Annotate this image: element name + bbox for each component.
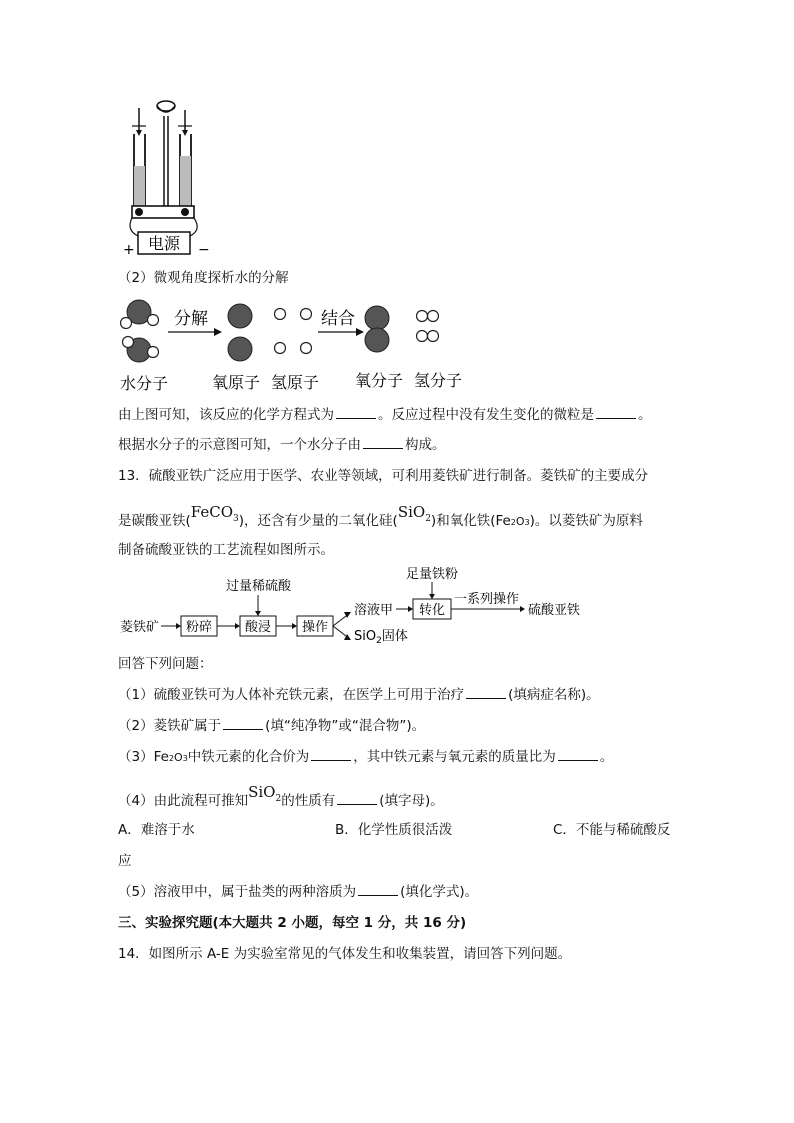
q12-2-title: （2）微观角度探析水的分解 [118,270,289,286]
section-3-heading: 三、实验探究题(本大题共 2 小题，每空 1 分，共 16 分) [118,915,467,931]
answer-blank[interactable] [363,436,403,449]
answer-blank[interactable] [337,792,377,805]
answer-blank[interactable] [466,686,506,699]
flow-acid-leach: 酸浸 [244,620,272,635]
option-c[interactable]: C．不能与稀硫酸反 [553,822,671,838]
sub-question-2: （2）菱铁矿属于 (填“纯净物”或“混合物”)。 [118,718,426,734]
flow-product: 硫酸亚铁 [528,603,581,618]
flow-series-ops: 一系列操作 [454,592,520,607]
q13-intro-line3: 制备硫酸亚铁的工艺流程如图所示。 [118,542,334,558]
sub-question-3: （3）Fe2O3中铁元素的化合价为 ，其中铁元素与氧元素的质量比为 。 [118,749,614,765]
hydrogen-molecule-label: 氢分子 [414,371,463,390]
flow-crush: 粉碎 [185,620,213,635]
option-b[interactable]: B．化学性质很活泼 [335,822,453,838]
sub-question-5: （5）溶液甲中，属于盐类的两种溶质为 (填化学式)。 [118,884,479,900]
flow-operation: 操作 [301,620,329,635]
question-14: 14．如图所示 A-E 为实验室常见的气体发生和收集装置，请回答下列问题。 [118,946,572,962]
q12-line1: 由上图可知，该反应的化学方程式为 。反应过程中没有发生变化的微粒是 。 [118,407,652,423]
q12-line2: 根据水分子的示意图可知，一个水分子由 构成。 [118,437,446,453]
water-decomposition-diagram [118,296,478,396]
option-a[interactable]: A．难溶于水 [118,822,195,838]
combine-label: 结合 [321,309,355,329]
sub-question-4: （4）由此流程可推知SiO$^2$的性质有 (填字母)。 [118,783,444,809]
answer-blank[interactable] [336,406,376,419]
flow-excess-iron: 足量铁粉 [406,567,459,582]
water-molecule-label: 水分子 [120,374,169,393]
process-flow-diagram [118,562,598,652]
flow-ore: 菱铁矿 [120,620,160,635]
answer-blank[interactable] [558,748,598,761]
oxygen-molecule-label: 氧分子 [355,371,404,390]
power-label: 电源 [147,234,181,253]
sub-question-1: （1）硫酸亚铁可为人体补充铁元素，在医学上可用于治疗 (填病症名称)。 [118,687,600,703]
hydrogen-atom-label: 氢原子 [271,373,320,392]
electrolysis-apparatus [118,96,210,258]
plus-sign: + [123,242,135,258]
flow-excess-acid: 过量稀硫酸 [226,579,292,594]
q13-intro-line2: 是碳酸亚铁(FeCO$^3$)，还含有少量的二氧化硅(SiO$^2$)和氧化铁(Fe2O3)。以菱铁矿为原料 [118,503,643,529]
option-c-continued: 应 [118,853,132,869]
answer-blank[interactable] [596,406,636,419]
flow-convert: 转化 [418,603,446,618]
flow-sio2-solid: SiO$_2$固体 [354,629,408,646]
answer-prompt: 回答下列问题： [118,656,213,672]
answer-blank[interactable] [358,883,398,896]
answer-blank[interactable] [223,717,263,730]
decompose-label: 分解 [174,309,208,329]
answer-blank[interactable] [311,748,351,761]
flow-solution-a: 溶液甲 [354,603,394,618]
minus-sign: − [198,242,210,258]
oxygen-atom-label: 氧原子 [212,373,261,392]
q13-intro-line1: 13．硫酸亚铁广泛应用于医学、农业等领域，可利用菱铁矿进行制备。菱铁矿的主要成分 [118,468,649,484]
